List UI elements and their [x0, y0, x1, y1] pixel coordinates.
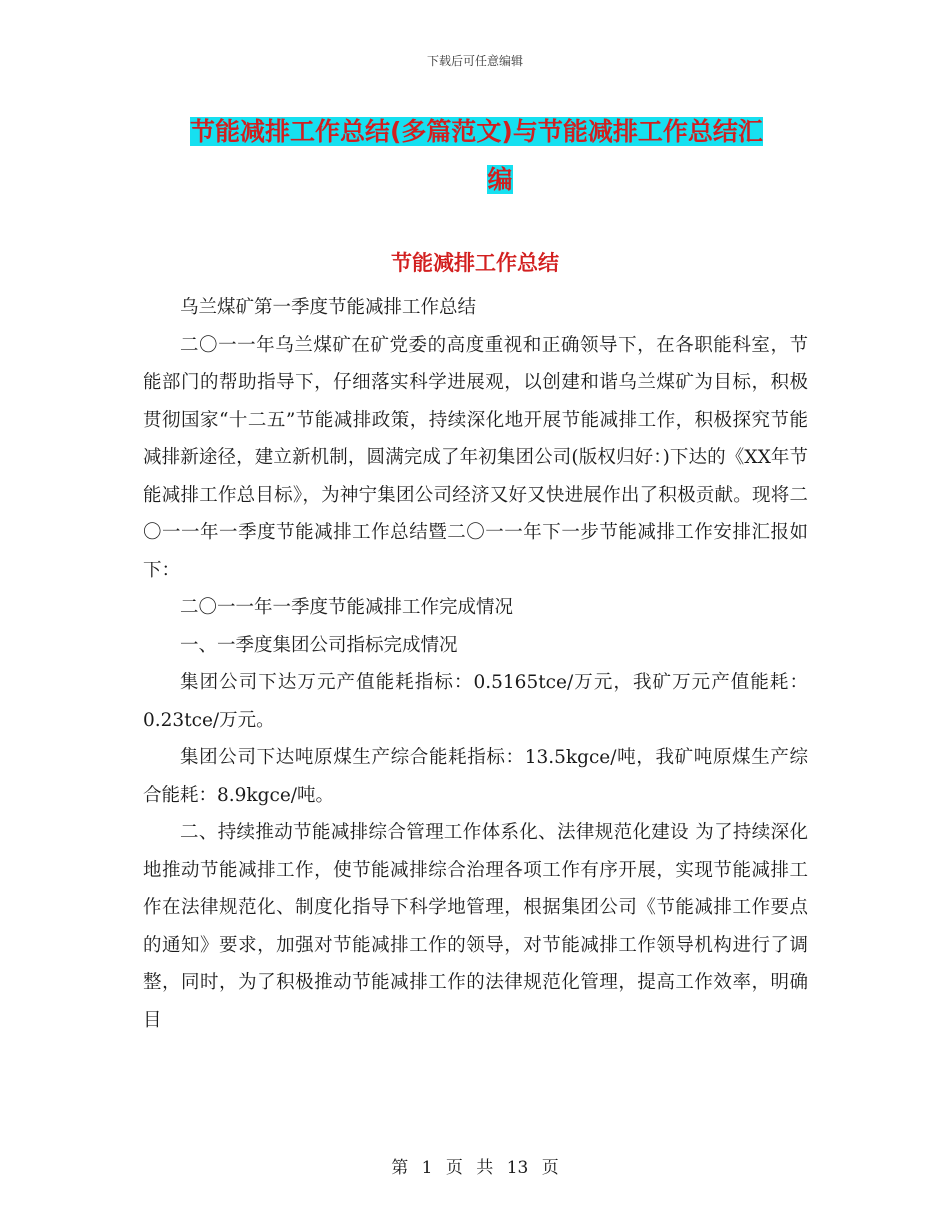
footer-total-suffix: 页 — [541, 1158, 559, 1178]
section-title: 节能减排工作总结 — [391, 251, 559, 275]
paragraph: 二、持续推动节能减排综合管理工作体系化、法律规范化建设 为了持续深化地推动节能减排工作，使节能减排综合治理各项工作有序开展，实现节能减排工作在法律规范化、制度化指导下科学地管理，根据集团公司《节能减排工作要点的通知》要求，加强对节能减排工作的领导，对节能减排工作领导机构进行了调整，同时，为了积极推动节能减排工作的法律规范化管理，提高工作效率，明确目 — [143, 822, 808, 1031]
paragraph: 一、一季度集团公司指标完成情况 — [180, 634, 458, 656]
footer-page-mid: 页 — [445, 1158, 463, 1178]
paragraph: 集团公司下达万元产值能耗指标：0.5165tce/万元，我矿万元产值能耗：0.23tce/万元。 — [143, 672, 808, 731]
title-line-1: 节能减排工作总结(多篇范文)与节能减排工作总结汇 — [190, 117, 763, 146]
page-footer — [0, 1153, 950, 1178]
footer-page-prefix: 第 — [391, 1158, 409, 1178]
document-title — [190, 108, 810, 204]
document-body — [143, 289, 808, 1039]
title-line-2: 编 — [487, 165, 513, 194]
page-header-note: 下载后可任意编辑 — [426, 54, 523, 68]
footer-total-label: 共 — [476, 1158, 494, 1178]
paragraph: 二〇一一年乌兰煤矿在矿党委的高度重视和正确领导下，在各职能科室，节能部门的帮助指导下，仔细落实科学进展观，以创建和谐乌兰煤矿为目标，积极贯彻国家“十二五”节能减排政策，持续深化地开展节能减排工作，积极探究节能减排新途径，建立新机制，圆满完成了年初集团公司(版权归好：)下达的《XX年节能减排工作总目标》，为神宁集团公司经济又好又快进展作出了积极贡献。现将二〇一一年一季度节能减排工作总结暨二〇一一年下一步节能减排工作安排汇报如下： — [143, 334, 808, 581]
paragraph: 乌兰煤矿第一季度节能减排工作总结 — [180, 297, 477, 318]
paragraph: 集团公司下达吨原煤生产综合能耗指标：13.5kgce/吨，我矿吨原煤生产综合能耗：8.9kgce/吨。 — [143, 747, 808, 806]
footer-total-pages: 13 — [506, 1158, 529, 1178]
footer-page-number: 1 — [421, 1158, 433, 1178]
paragraph: 二〇一一年一季度节能减排工作完成情况 — [180, 597, 514, 618]
